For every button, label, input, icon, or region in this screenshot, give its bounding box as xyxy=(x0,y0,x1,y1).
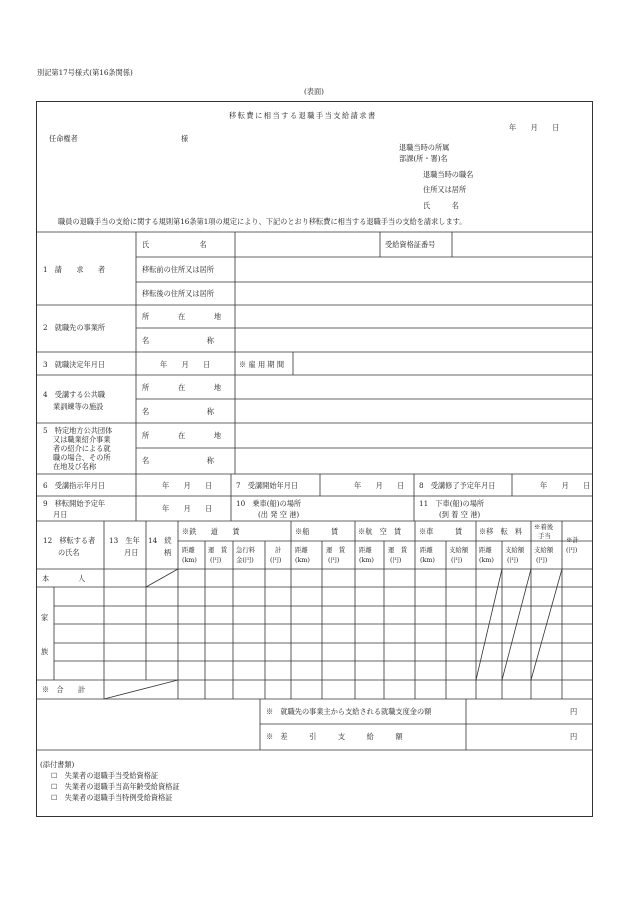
s3-label: 3 就職決定年月日 xyxy=(43,360,106,369)
air-fare-line2: (円) xyxy=(390,556,402,564)
addressee-label: 任命権者 xyxy=(49,134,78,143)
move-paid-line1: 支給額 xyxy=(505,546,525,554)
grand-total-label: ※ 合 計 xyxy=(42,685,86,694)
form-side-label: (表面) xyxy=(304,87,324,96)
col14-line2: 柄 xyxy=(164,548,172,557)
s5-label-line3: 者の紹介による就 xyxy=(53,444,111,453)
s6-date: 年 月 日 xyxy=(162,481,213,490)
address-label: 住所又は居所 xyxy=(423,185,467,194)
attachment-item-1[interactable]: ☐ 失業者の退職手当受給資格証 xyxy=(51,771,159,780)
s4-label-line2: 業訓練等の施設 xyxy=(53,402,104,411)
self-row-label: 本 人 xyxy=(42,574,86,583)
rail-express-line1: 急行料 xyxy=(236,546,256,554)
ship-distance-line2: (km) xyxy=(295,556,310,564)
attachment-item-3[interactable]: ☐ 失業者の退職手当特例受給資格証 xyxy=(51,793,173,802)
air-distance-line2: (km) xyxy=(359,556,374,564)
statement-text: 職員の退職手当の支給に関する規則第16条第1項の規定により、下記のとおり移転費に相当する退職手当の支給を請求します。 xyxy=(58,217,467,226)
s9-label-line1: 9 移転開始予定年 xyxy=(43,499,106,508)
ship-distance-line1: 距離 xyxy=(295,546,308,554)
s4-location-label: 所 在 地 xyxy=(142,383,222,392)
s5-label-line4: 職の場合、その所 xyxy=(53,453,111,462)
rail-fare-line1: 運 賃 xyxy=(208,546,228,554)
air-header: ※航 空 賃 xyxy=(358,527,402,536)
move-distance-line2: (km) xyxy=(479,556,494,564)
s10-label-line1: 10 乗車(船)の場所 xyxy=(236,499,302,508)
affiliation-label: 退職当時の所属 xyxy=(399,143,450,152)
rail-subtotal-line2: (円) xyxy=(270,556,282,564)
s5-location-label: 所 在 地 xyxy=(142,431,222,440)
honorific: 様 xyxy=(181,134,189,143)
s8-date: 年 月 日 xyxy=(540,481,591,490)
car-distance-line1: 距離 xyxy=(420,546,433,554)
s1-label: 1 請 求 者 xyxy=(43,265,106,274)
form-number: 別記第17号様式(第16条関係) xyxy=(37,68,133,77)
s8-label: 8 受講修了予定年月日 xyxy=(419,481,496,490)
s1-addr-after-label: 移転後の住所又は居所 xyxy=(142,289,214,298)
col12-line2: の氏名 xyxy=(58,548,80,557)
family-label-1: 家 xyxy=(41,613,49,622)
s5-name-label: 名 称 xyxy=(142,456,214,465)
car-paid-line1: 支給額 xyxy=(449,546,469,554)
s1-cert-no-label: 受給資格証番号 xyxy=(385,240,436,249)
ship-fare-line2: (円) xyxy=(328,556,340,564)
arrival-paid-line1: 支給額 xyxy=(534,546,554,554)
s3-date: 年 月 日 xyxy=(160,360,211,369)
s2-location-label: 所 在 地 xyxy=(142,312,222,321)
s4-label-line1: 4 受講する公共職 xyxy=(43,390,106,399)
ship-header: ※船 賃 xyxy=(295,527,339,536)
move-distance-line1: 距離 xyxy=(479,546,492,554)
col13-line1: 13 生年 xyxy=(109,536,140,545)
family-label-2: 族 xyxy=(41,647,49,656)
s7-date: 年 月 日 xyxy=(354,481,405,490)
arrival-paid-line2: (円) xyxy=(536,556,548,564)
s10-label-line2: (出 発 空 港) xyxy=(258,510,300,519)
net-payment-label: ※ 差 引 支 給 額 xyxy=(266,732,403,741)
department-label: 部課(所・署)名 xyxy=(399,154,448,163)
arrival-header-line1: ※着後 xyxy=(534,523,554,531)
car-distance-line2: (km) xyxy=(420,556,435,564)
car-paid-line2: (円) xyxy=(451,556,463,564)
s1-addr-before-label: 移転前の住所又は居所 xyxy=(142,265,214,274)
rail-distance-line1: 距離 xyxy=(182,546,195,554)
total-col-line1: ※計 xyxy=(566,536,579,544)
s5-label-line5: 在地及び名称 xyxy=(53,462,97,471)
s3-employment-period: ※ 雇 用 期 間 xyxy=(239,360,285,369)
s6-label: 6 受講指示年月日 xyxy=(43,481,106,490)
name-label: 氏 名 xyxy=(423,201,459,210)
s7-label: 7 受講開始年月日 xyxy=(236,481,299,490)
air-fare-line1: 運 賃 xyxy=(388,546,408,554)
s1-name-label: 氏 名 xyxy=(142,240,207,249)
rail-subtotal-line1: 計 xyxy=(275,546,282,554)
col14-line1: 14 続 xyxy=(148,536,172,545)
s5-label-line1: 5 特定地方公共団体 xyxy=(43,426,113,435)
col12-line1: 12 移転する者 xyxy=(43,536,96,545)
move-header: ※移 転 料 xyxy=(479,527,523,536)
attachments-heading: (添付書類) xyxy=(40,760,75,769)
col13-line2: 月日 xyxy=(124,548,139,557)
s9-date: 年 月 日 xyxy=(162,504,213,513)
rail-distance-line2: (km) xyxy=(182,556,197,564)
s4-name-label: 名 称 xyxy=(142,407,214,416)
s2-name-label: 名 称 xyxy=(142,336,214,345)
employer-support-label: ※ 就職先の事業主から支給される就職支度金の額 xyxy=(266,707,432,716)
s2-label: 2 就職先の事業所 xyxy=(43,323,106,332)
s9-label-line2: 月日 xyxy=(53,510,68,519)
car-header: ※車 賃 xyxy=(419,527,463,536)
air-distance-line1: 距離 xyxy=(359,546,372,554)
arrival-header-line2: 手当 xyxy=(538,532,551,540)
position-label: 退職当時の職名 xyxy=(423,170,474,179)
rail-fare-line2: (円) xyxy=(210,556,222,564)
rail-express-line2: 金(円) xyxy=(236,556,254,564)
s11-label-line2: (到 着 空 港) xyxy=(439,510,481,519)
employer-support-yen: 円 xyxy=(570,707,578,716)
s5-label-line2: 又は職業紹介事業 xyxy=(53,435,111,444)
rail-header: ※鉄 道 賃 xyxy=(182,527,240,536)
move-paid-line2: (円) xyxy=(507,556,519,564)
request-date: 年 月 日 xyxy=(509,123,560,132)
s11-label-line1: 11 下車(船)の場所 xyxy=(419,499,485,508)
total-col-line2: (円) xyxy=(566,546,578,554)
form-title: 移転費に相当する退職手当支給請求書 xyxy=(229,111,377,120)
attachment-item-2[interactable]: ☐ 失業者の退職手当高年齢受給資格証 xyxy=(51,782,180,791)
net-payment-yen: 円 xyxy=(570,732,578,741)
ship-fare-line1: 運 賃 xyxy=(326,546,346,554)
